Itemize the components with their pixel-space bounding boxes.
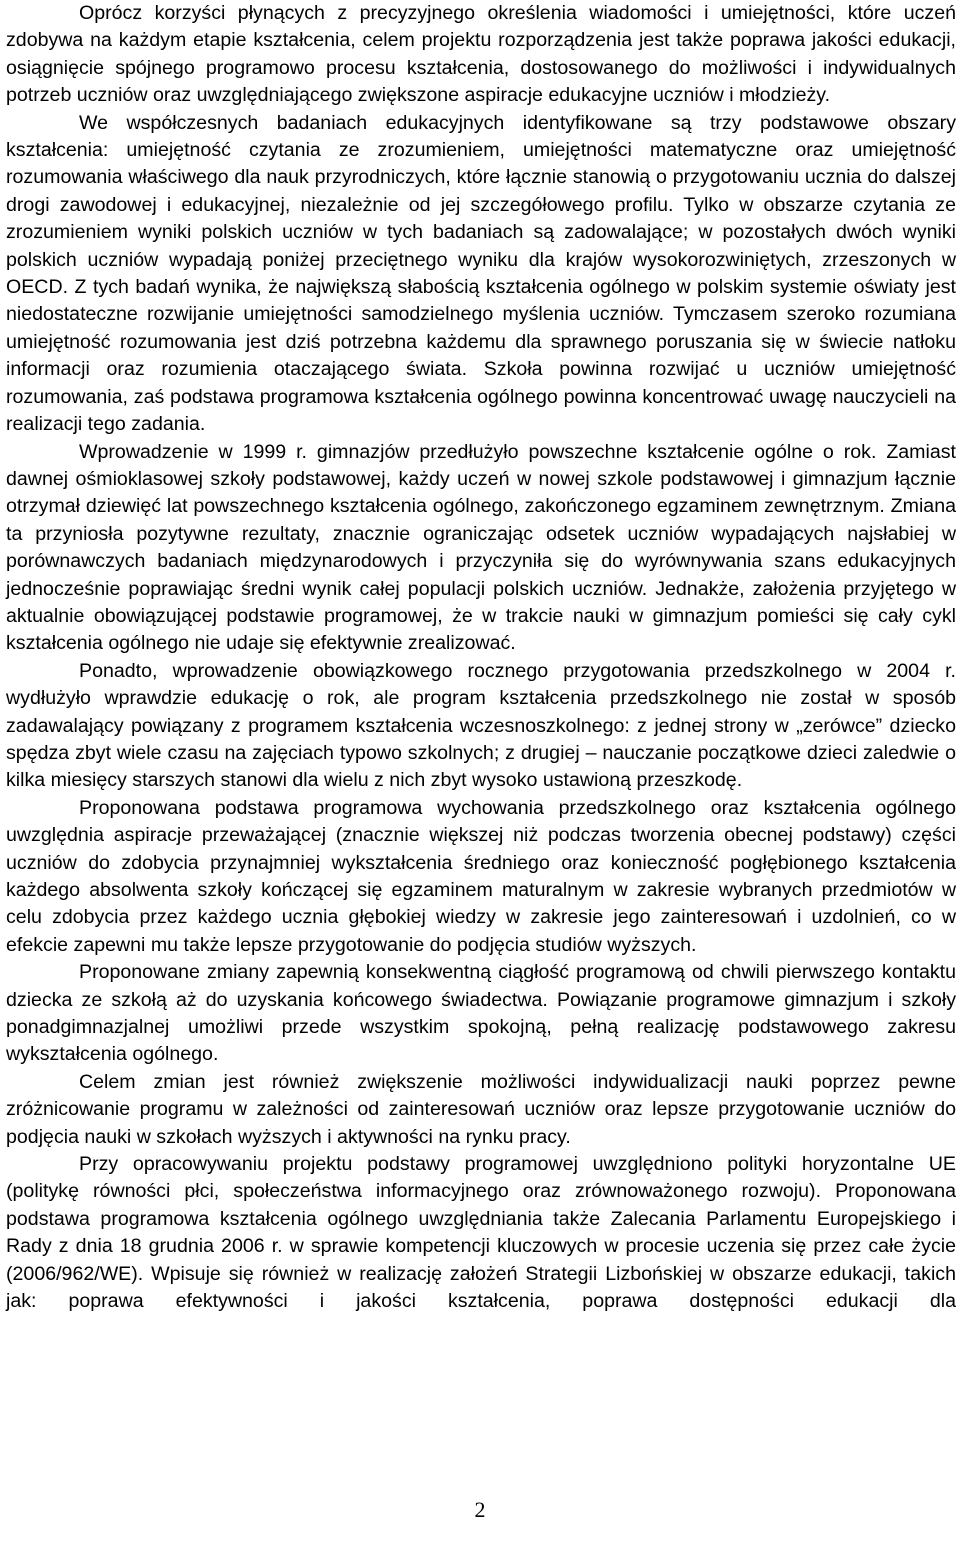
paragraph-5: Proponowana podstawa programowa wychowania przedszkolnego oraz kształcenia ogólnego uwzględnia aspiracje przeważającej (znacznie większej niż podczas tworzenia obecnej podstawy) części uczniów do zdobycia przynajmniej wykształcenia średniego oraz konieczność pogłębionego kształcenia każdego absolwenta szkoły kończącej się egzaminem maturalnym w zakresie wybranych przedmiotów w celu zdobycia przez każdego ucznia głębokiej wiedzy w zakresie jego zainteresowań i uzdolnień, co w efekcie zapewni mu także lepsze przygotowanie do podjęcia studiów wyższych.	[6, 796, 956, 956]
page-number: 2	[474, 1497, 486, 1522]
paragraph-1: Oprócz korzyści płynących z precyzyjnego określenia wiadomości i umiejętności, które uczeń zdobywa na każdym etapie kształcenia, celem projektu rozporządzenia jest także poprawa jakości edukacji, osiągnięcie spójnego programowo procesu kształcenia, dostosowanego do możliwości i indywidualnych potrzeb uczniów oraz uwzględniającego zwiększone aspiracje edukacyjne uczniów i młodzieży.	[6, 2, 956, 107]
paragraph-6: Proponowane zmiany zapewnią konsekwentną ciągłość programową od chwili pierwszego kontaktu dziecka ze szkołą aż do uzyskania końcowego świadectwa. Powiązanie programowe gimnazjum i szkoły ponadgimnazjalnej umożliwi przede wszystkim spokojną, pełną realizację podstawowego zakresu wykształcenia ogólnego.	[6, 961, 956, 1066]
paragraph-8: Przy opracowywaniu projektu podstawy programowej uwzględniono polityki horyzontalne UE (politykę równości płci, społeczeństwa informacyjnego oraz zrównoważonego rozwoju). Proponowana podstawa programowa kształcenia ogólnego uwzględniania także Zalecania Parlamentu Europejskiego i Rady z dnia 18 grudnia 2006 r. w sprawie kompetencji kluczowych w procesie uczenia się przez całe życie (2006/962/WE). Wpisuje się również w realizację założeń Strategii Lizbońskiej w obszarze edukacji, takich jak: poprawa efektywności i jakości kształcenia, poprawa dostępności edukacji dla	[6, 1153, 956, 1313]
paragraph-3: Wprowadzenie w 1999 r. gimnazjów przedłużyło powszechne kształcenie ogólne o rok. Zamiast dawnej ośmioklasowej szkoły podstawowej, każdy uczeń w nowej szkole podstawowej i gimnazjum łącznie otrzymał dziewięć lat powszechnego kształcenia ogólnego, zakończonego egzaminem zewnętrznym. Zmiana ta przyniosła pozytywne rezultaty, znacznie ograniczając odsetek uczniów wypadających najsłabiej w porównawczych badaniach międzynarodowych i przyczyniła się do wyrównywania szans edukacyjnych jednocześnie poprawiając średni wynik całej populacji polskich uczniów. Jednakże, założenia przyjętego w aktualnie obowiązującej podstawie programowej, że w trakcie nauki w gimnazjum pomieści się cały cykl kształcenia ogólnego nie udaje się efektywnie zrealizować.	[6, 440, 956, 655]
paragraph-4: Ponadto, wprowadzenie obowiązkowego rocznego przygotowania przedszkolnego w 2004 r. wydłużyło wprawdzie edukację o rok, ale program kształcenia przedszkolnego nie został w sposób zadawalający powiązany z programem kształcenia wczesnoszkolnego: z jednej strony w „zerówce” dziecko spędza zbyt wiele czasu na zajęciach typowo szkolnych; z drugiej – nauczanie początkowe dzieci zaledwie o kilka miesięcy starszych stanowi dla wielu z nich zbyt wysoko ustawioną przeszkodę.	[6, 659, 956, 792]
document-body	[6, 0, 956, 1316]
paragraph-2: We współczesnych badaniach edukacyjnych identyfikowane są trzy podstawowe obszary kształcenia: umiejętność czytania ze zrozumieniem, umiejętności matematyczne oraz umiejętność rozumowania właściwego dla nauk przyrodniczych, które łącznie stanowią o przygotowaniu ucznia do dalszej drogi zawodowej i edukacyjnej, niezależnie od jej szczegółowego profilu. Tylko w obszarze czytania ze zrozumieniem wyniki polskich uczniów w tych badaniach są zadowalające; w pozostałych dwóch wyniki polskich uczniów wypadają poniżej przeciętnego wyniku dla krajów wysokorozwiniętych, zrzeszonych w OECD. Z tych badań wynika, że największą słabością kształcenia ogólnego w polskim systemie oświaty jest niedostateczne rozwijanie umiejętności samodzielnego myślenia uczniów. Tymczasem szeroko rozumiana umiejętność rozumowania jest dziś potrzebna każdemu dla sprawnego poruszania się w świecie natłoku informacji oraz rozumienia otaczającego świata. Szkoła powinna rozwijać u uczniów umiejętność rozumowania, zaś podstawa programowa kształcenia ogólnego powinna koncentrować uwagę nauczycieli na realizacji tego zadania.	[6, 111, 956, 436]
paragraph-7: Celem zmian jest również zwiększenie możliwości indywidualizacji nauki poprzez pewne zróżnicowanie programu w zależności od zainteresowań uczniów oraz lepsze przygotowanie uczniów do podjęcia nauki w szkołach wyższych i aktywności na rynku pracy.	[6, 1070, 956, 1148]
